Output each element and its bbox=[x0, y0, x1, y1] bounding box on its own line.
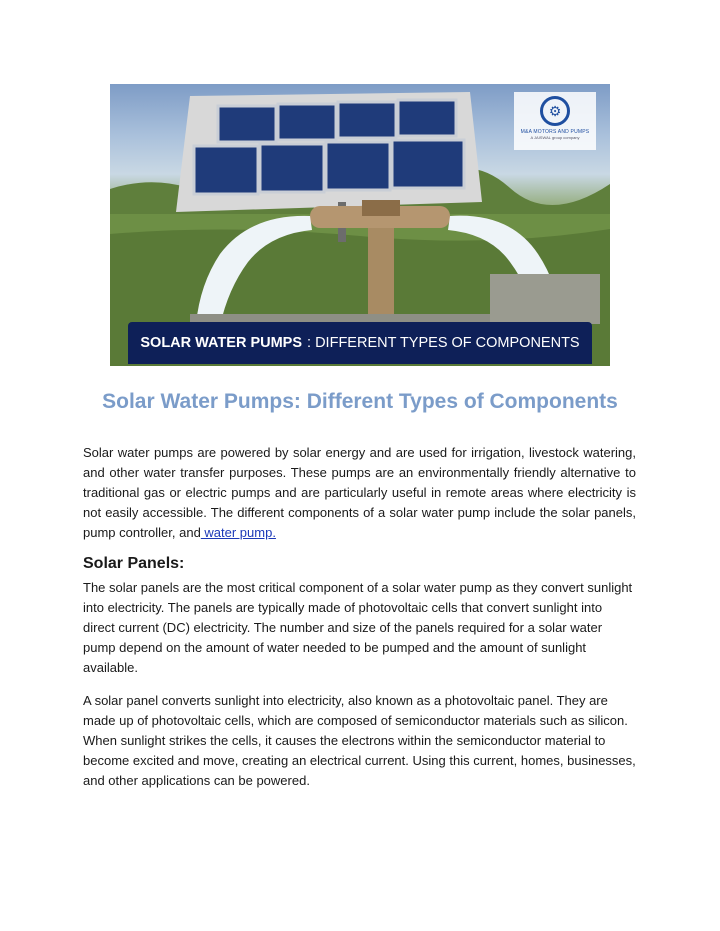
intro-paragraph bbox=[83, 443, 636, 543]
water-pump-link[interactable]: water pump. bbox=[200, 525, 276, 540]
solar-panel-array bbox=[176, 92, 482, 212]
solar-panels-paragraph-2: A solar panel converts sunlight into electricity, also known as a photovoltaic panel. They are made up of photovoltaic cells, which are composed of semiconductor materials such as silicon. When sunlight strikes the cells, it causes the electrons within the semiconductor material to become excited and move, creating an electrical current. Using this current, homes, businesses, and other applications can be powered. bbox=[83, 693, 636, 788]
section-heading: Solar Panels: bbox=[83, 555, 185, 572]
logo-name: M&A MOTORS AND PUMPS bbox=[520, 129, 590, 135]
gear-logo-icon: ⚙ bbox=[540, 96, 570, 126]
logo-tagline: A JAISWAL group company bbox=[530, 135, 580, 140]
banner-strong-text: SOLAR WATER PUMPS bbox=[140, 335, 303, 351]
hero-image bbox=[110, 84, 610, 366]
article-title: Solar Water Pumps: Different Types of Components bbox=[102, 390, 618, 413]
brand-logo bbox=[514, 92, 596, 150]
intro-text: Solar water pumps are powered by solar energy and are used for irrigation, livestock watering, and other water transfer purposes. These pumps are an environmentally friendly alternative to traditional gas or electric pumps and are particularly useful in remote areas where electricity is not easily accessible. The different components of a solar water pump include the solar panels, pump controller, and bbox=[83, 445, 636, 540]
image-banner bbox=[128, 322, 592, 364]
banner-rest-text: : DIFFERENT TYPES OF COMPONENTS bbox=[307, 335, 580, 351]
solar-panels-paragraph-1: The solar panels are the most critical component of a solar water pump as they convert sunlight into electricity. The panels are typically made of photovoltaic cells that convert sunlight into direct current (DC) electricity. The number and size of the panels required for a solar water pump depend on the amount of water needed to be pumped and the amount of sunlight available. bbox=[83, 580, 633, 675]
